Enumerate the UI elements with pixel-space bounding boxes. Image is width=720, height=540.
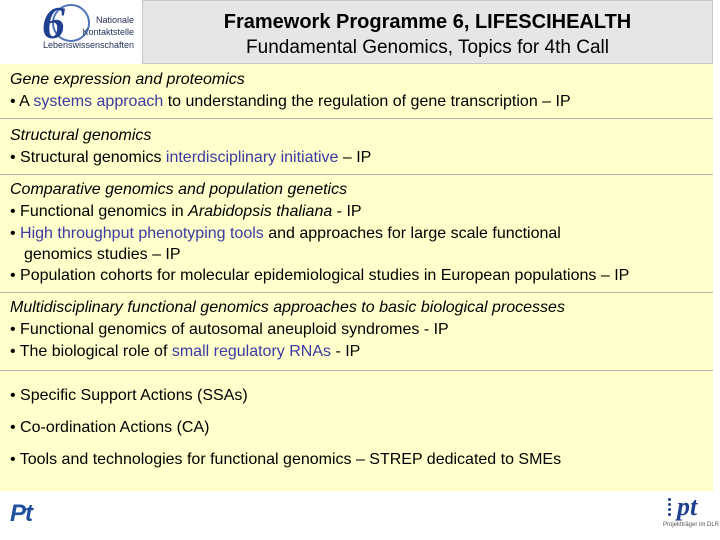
bullet-other-3: • Tools and technologies for functional genomics – STREP dedicated to SMEs — [10, 451, 562, 468]
text: - IP — [332, 203, 362, 220]
text: to understanding the regulation of gene transcription – IP — [163, 93, 571, 110]
section-divider — [0, 118, 713, 119]
bullet-comparative-1 — [10, 202, 362, 222]
pt-dlr-subtext: Projektträger im DLR — [663, 522, 720, 528]
species-name: Arabidopsis thaliana — [188, 203, 333, 220]
slide-title: Framework Programme 6, LIFESCIHEALTH — [223, 11, 632, 33]
text: • Structural genomics — [10, 149, 166, 166]
fp6-six-icon: 6 — [42, 0, 65, 48]
text: – IP — [338, 149, 372, 166]
text: • A — [10, 93, 34, 110]
bullet-comparative-2-cont: genomics studies – IP — [24, 246, 181, 263]
title-box — [142, 0, 713, 64]
highlight-text: systems approach — [33, 93, 164, 110]
text: • Functional genomics in — [10, 203, 189, 220]
text: • The biological role of — [10, 343, 172, 360]
logo-text-line3: Lebenswissenschaften — [42, 40, 134, 50]
highlight-text: small regulatory RNAs — [171, 343, 331, 360]
logo-text-line2: Kontaktstelle — [82, 27, 134, 37]
section-heading-gene: Gene expression and proteomics — [10, 71, 245, 88]
section-heading-structural: Structural genomics — [10, 127, 152, 144]
bullet-multi-2 — [10, 342, 360, 362]
section-divider — [0, 174, 713, 175]
nks-logo — [0, 0, 140, 60]
bullet-gene-1 — [10, 92, 571, 112]
text: - IP — [331, 343, 361, 360]
bullet-structural-1 — [10, 148, 371, 168]
section-heading-multidisciplinary: Multidisciplinary functional genomics approaches to basic biological processes — [10, 299, 565, 316]
section-heading-comparative: Comparative genomics and population genetics — [10, 181, 348, 198]
pt-dlr-logo-text: pt — [677, 492, 698, 521]
text: • — [10, 225, 21, 242]
section-divider — [0, 292, 713, 293]
slide-subtitle: Fundamental Genomics, Topics for 4th Call — [246, 37, 609, 58]
text: and approaches for large scale functional — [263, 225, 561, 242]
bullet-other-2: • Co-ordination Actions (CA) — [10, 419, 210, 436]
bullet-multi-1: • Functional genomics of autosomal aneuploid syndromes - IP — [10, 321, 449, 338]
logo-text-line1: Nationale — [95, 15, 134, 25]
pt-dlr-logo — [663, 492, 720, 532]
bullet-comparative-3: • Population cohorts for molecular epidemiological studies in European populations – IP — [10, 267, 630, 284]
section-divider — [0, 370, 713, 371]
bullet-other-1: • Specific Support Actions (SSAs) — [10, 387, 248, 404]
highlight-text: High throughput phenotyping tools — [20, 225, 264, 242]
highlight-text: interdisciplinary initiative — [165, 149, 339, 166]
dots-icon — [665, 496, 675, 520]
content-panel — [0, 64, 713, 491]
pt-logo: Pt — [10, 500, 32, 527]
bullet-comparative-2 — [10, 224, 561, 244]
